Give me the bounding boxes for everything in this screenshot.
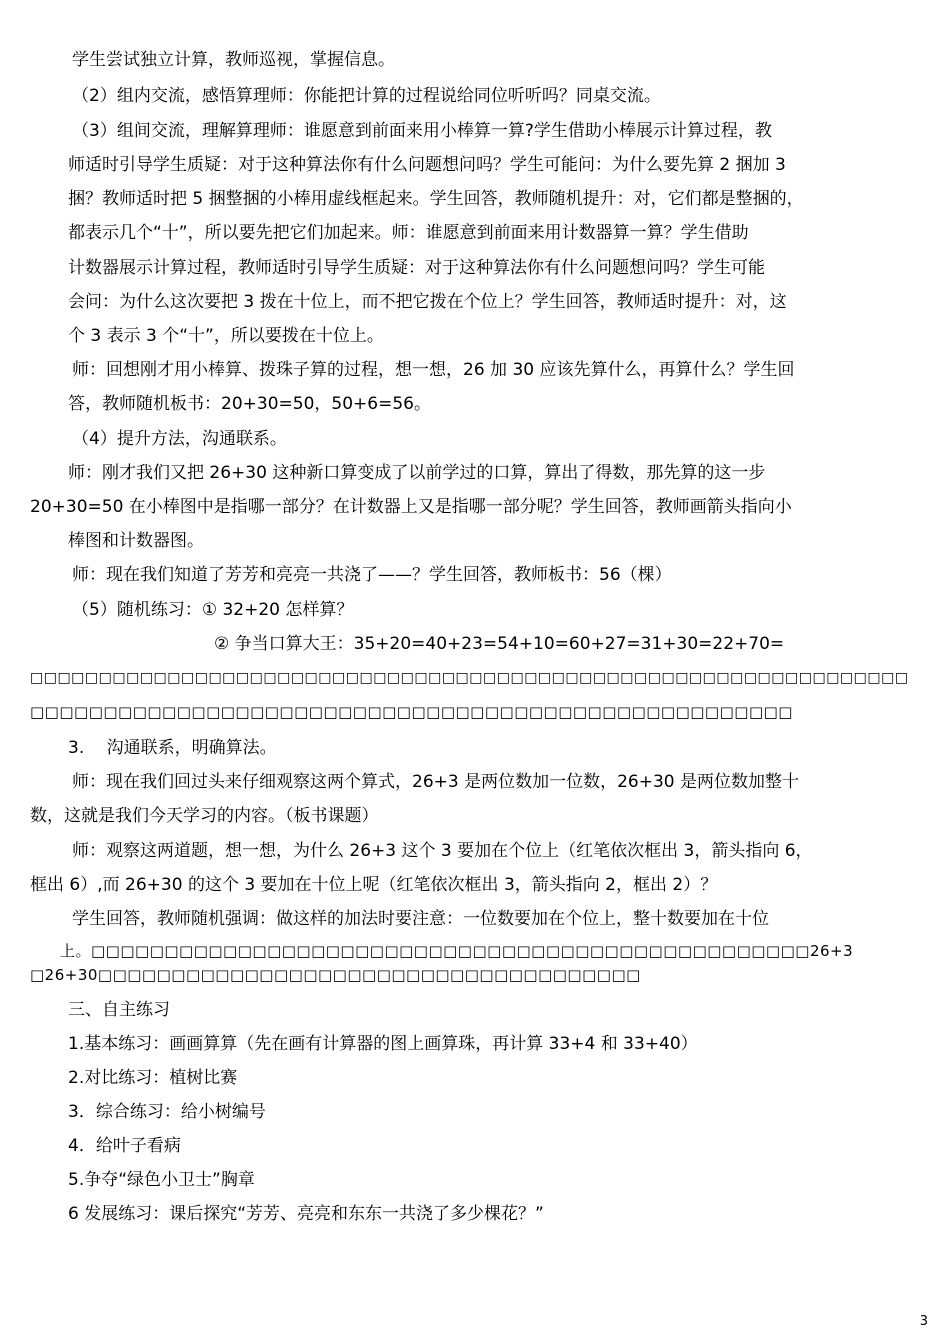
text-line: 学生回答，教师随机强调：做这样的加法时要注意：一位数要加在个位上，整十数要加在十位	[72, 909, 769, 929]
text-line: 20+30=50 在小棒图中是指哪一部分？在计数器上又是指哪一部分呢？学生回答，教师画箭头指向小	[30, 497, 792, 517]
text-line: （4）提升方法，沟通联系。	[72, 429, 287, 449]
text-line: 学生尝试独立计算，教师巡视，掌握信息。	[72, 50, 395, 70]
text-line: 师：观察这两道题，想一想，为什么 26+3 这个 3 要加在个位上（红笔依次框出 3，箭头指向 6，	[72, 841, 813, 861]
text-line: 框出 6）,而 26+30 的这个 3 要加在十位上呢（红笔依次框出 3，箭头指向 2，框出 2）？	[30, 875, 718, 895]
text-line: 师：回想刚才用小棒算、拨珠子算的过程，想一想，26 加 30 应该先算什么，再算什么？学生回	[72, 360, 795, 380]
text-line: 数，这就是我们今天学习的内容。（板书课题）	[30, 806, 379, 826]
text-line: 师适时引导学生质疑：对于这种算法你有什么问题想问吗？学生可能问：为什么要先算 2 捆加 3	[68, 155, 786, 175]
exercise-item: 1.基本练习：画画算算（先在画有计算器的图上画算珠，再计算 33+4 和 33+40）	[68, 1034, 698, 1054]
page-number: 3	[919, 1314, 928, 1329]
section-heading: 三、自主练习	[68, 1000, 170, 1020]
text-line: （5）随机练习：① 32+20 怎样算？	[72, 600, 354, 620]
text-line: 捆？教师适时把 5 捆整捆的小棒用虚线框起来。学生回答，教师随机提升：对，它们都是整捆的，	[68, 189, 804, 209]
missing-glyph-line: □□□□□□□□□□□□□□□□□□□□□□□□□□□□□□□□□□□□□□□□□□□□□□□□□□□□	[30, 703, 793, 721]
text-line: 师：现在我们回过头来仔细观察这两个算式，26+3 是两位数加一位数，26+30 是两位数加整十	[72, 772, 800, 792]
text-line: 师：现在我们知道了芳芳和亮亮一共浇了——？学生回答，教师板书：56（棵）	[72, 565, 672, 585]
text-line: 计数器展示计算过程，教师适时引导学生质疑：对于这种算法你有什么问题想问吗？学生可能	[68, 258, 765, 278]
missing-glyph-line: □□□□□□□□□□□□□□□□□□□□□□□□□□□□□□□□□□□□□□□□□□□□□□□□□□□□□□□□□□□□□□□□	[30, 670, 909, 686]
text-line: 上。□□□□□□□□□□□□□□□□□□□□□□□□□□□□□□□□□□□□□□□□□□□□□□□□□26+3	[60, 942, 854, 960]
text-line: （3）组间交流，理解算理师：谁愿意到前面来用小棒算一算?学生借助小棒展示计算过程，教	[72, 121, 772, 141]
exercise-item: 4．给叶子看病	[68, 1136, 181, 1156]
text-line: 师：刚才我们又把 26+30 这种新口算变成了以前学过的口算，算出了得数，那先算的这一步	[68, 463, 766, 483]
text-line: （2）组内交流，感悟算理师：你能把计算的过程说给同位听听吗？同桌交流。	[72, 86, 661, 106]
exercise-item: 6 发展练习：课后探究“芳芳、亮亮和东东一共浇了多少棵花？”	[68, 1204, 544, 1224]
exercise-item: 2.对比练习：植树比赛	[68, 1068, 238, 1088]
text-line: 答，教师随机板书：20+30=50，50+6=56。	[68, 394, 431, 414]
text-line: 棒图和计数器图。	[68, 531, 204, 551]
text-line: ② 争当口算大王：35+20=40+23=54+10=60+27=31+30=22+70=	[214, 634, 785, 654]
text-line: 会问：为什么这次要把 3 拨在十位上，而不把它拨在个位上？学生回答，教师适时提升：对，这	[68, 292, 787, 312]
text-line: 3. 沟通联系，明确算法。	[68, 738, 277, 758]
text-line: □26+30□□□□□□□□□□□□□□□□□□□□□□□□□□□□□□□□□□□□□	[30, 966, 641, 984]
exercise-item: 5.争夺“绿色小卫士”胸章	[68, 1170, 255, 1190]
text-line: 都表示几个“十”，所以要先把它们加起来。师：谁愿意到前面来用计数器算一算？学生借助	[68, 223, 749, 243]
text-line: 个 3 表示 3 个“十”，所以要拨在十位上。	[68, 326, 384, 346]
exercise-item: 3．综合练习：给小树编号	[68, 1102, 266, 1122]
